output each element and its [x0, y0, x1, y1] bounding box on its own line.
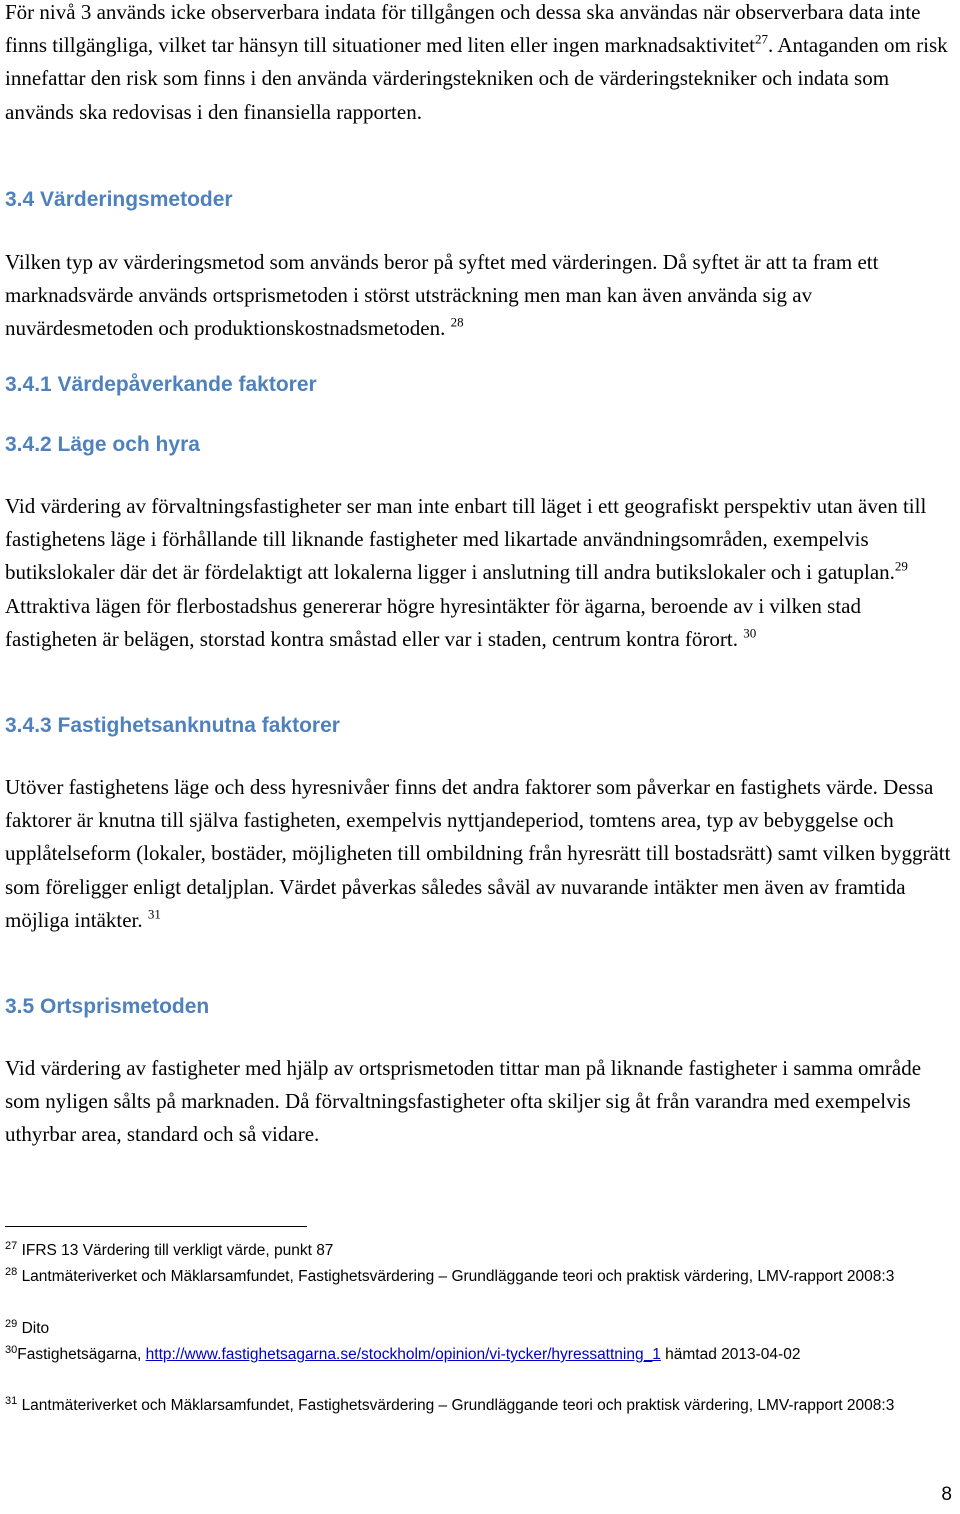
paragraph-text: . Antaganden om risk innefattar den risk som finns i den använda värderingstekniken och de värderingstekniker och indata som används ska redovisas i den finansiella rapporten.: [5, 33, 948, 124]
footnote-ref-29[interactable]: 29: [894, 558, 908, 574]
paragraph-text: Attraktiva lägen för flerbostadshus genererar högre hyresintäkter för ägarna, beroende av i vilken stad fastigheten är belägen, storstad kontra småstad eller var i staden, centrum kontra förort.: [5, 593, 861, 651]
heading-3-4-2: 3.4.2 Läge och hyra: [5, 433, 200, 456]
footnote-link[interactable]: http://www.fastighetsagarna.se/stockholm/opinion/vi-tycker/hyressattning_1: [145, 1346, 661, 1363]
footnote-29: [5, 1316, 955, 1342]
heading-3-5: 3.5 Ortsprismetoden: [5, 995, 210, 1018]
paragraph-valuation-methods: [5, 246, 955, 346]
footnote-ref-30[interactable]: 30: [743, 625, 757, 641]
footnote-number: 27: [5, 1239, 18, 1252]
heading-3-4-3: 3.4.3 Fastighetsanknutna faktorer: [5, 714, 340, 737]
footnote-number: 28: [5, 1265, 18, 1278]
footnote-30: [5, 1342, 955, 1368]
paragraph-text: Vilken typ av värderingsmetod som används beror på syftet med värderingen. Då syftet är att ta fram ett marknadsvärde används ortsprismetoden i störst utsträckning men man kan även använda sig av nuvärdesmetoden och produktionskostnadsmetoden.: [5, 250, 879, 341]
footnote-text: Lantmäteriverket och Mäklarsamfundet, Fastighetsvärdering – Grundläggande teori och praktisk värdering, LMV-rapport 2008:3: [21, 1397, 895, 1414]
footnote-number: 29: [5, 1317, 18, 1330]
footnote-ref-27[interactable]: 27: [755, 31, 768, 47]
paragraph-text: För nivå 3 används icke observerbara indata för tillgången och dessa ska användas när observerbara data inte finns tillgängliga, vilket tar hänsyn till situationer med liten eller ingen marknadsaktivitet: [5, 0, 921, 58]
page-number: 8: [941, 1484, 952, 1505]
footnote-ref-28[interactable]: 28: [450, 314, 464, 330]
footnote-28: [5, 1264, 955, 1290]
paragraph-level3-inputs: [5, 0, 955, 129]
heading-3-4: 3.4 Värderingsmetoder: [5, 188, 233, 211]
footnote-text: Dito: [21, 1320, 50, 1337]
footnote-31: [5, 1393, 955, 1419]
footnote-text: hämtad 2013-04-02: [660, 1346, 801, 1363]
footnote-text: Fastighetsägarna,: [17, 1346, 146, 1363]
paragraph-location-rent: [5, 490, 955, 656]
footnote-separator: [5, 1226, 307, 1227]
footnote-text: Lantmäteriverket och Mäklarsamfundet, Fastighetsvärdering – Grundläggande teori och praktisk värdering, LMV-rapport 2008:3: [21, 1268, 895, 1285]
paragraph-text: Utöver fastighetens läge och dess hyresnivåer finns det andra faktorer som påverkar en fastighets värde. Dessa faktorer är knutna till själva fastigheten, exempelvis nyttjandeperiod, tomtens area, typ av bebyggelse och upplåtelseform (lokaler, bostäder, möjligheten till ombildning från hyresrätt till bostadsrätt) samt vilken byggrätt som föreligger enligt detaljplan. Värdet påverkas således såväl av nuvarande intäkter men även av framtida möjliga intäkter.: [5, 775, 951, 932]
heading-3-4-1: 3.4.1 Värdepåverkande faktorer: [5, 373, 317, 396]
paragraph-text: Vid värdering av förvaltningsfastigheter ser man inte enbart till läget i ett geografiskt perspektiv utan även till fastighetens läge i förhållande till liknande fastigheter med likartade användningsområden, exempelvis butikslokaler där det är fördelaktigt att lokalerna ligger i anslutning till andra butikslokaler och i gatuplan.: [5, 494, 927, 585]
paragraph-property-factors: [5, 771, 955, 937]
paragraph-comparable-sales: Vid värdering av fastigheter med hjälp av ortsprismetoden tittar man på liknande fastigheter i samma område som nyligen sålts på marknaden. Då förvaltningsfastigheter ofta skiljer sig åt från varandra med exempelvis uthyrbar area, standard och så vidare.: [5, 1056, 922, 1147]
footnote-27: [5, 1238, 955, 1264]
footnote-ref-31[interactable]: 31: [147, 906, 161, 922]
footnote-text: IFRS 13 Värdering till verkligt värde, punkt 87: [21, 1242, 334, 1259]
footnote-number: 31: [5, 1394, 18, 1407]
footnote-number: 30: [5, 1343, 18, 1356]
